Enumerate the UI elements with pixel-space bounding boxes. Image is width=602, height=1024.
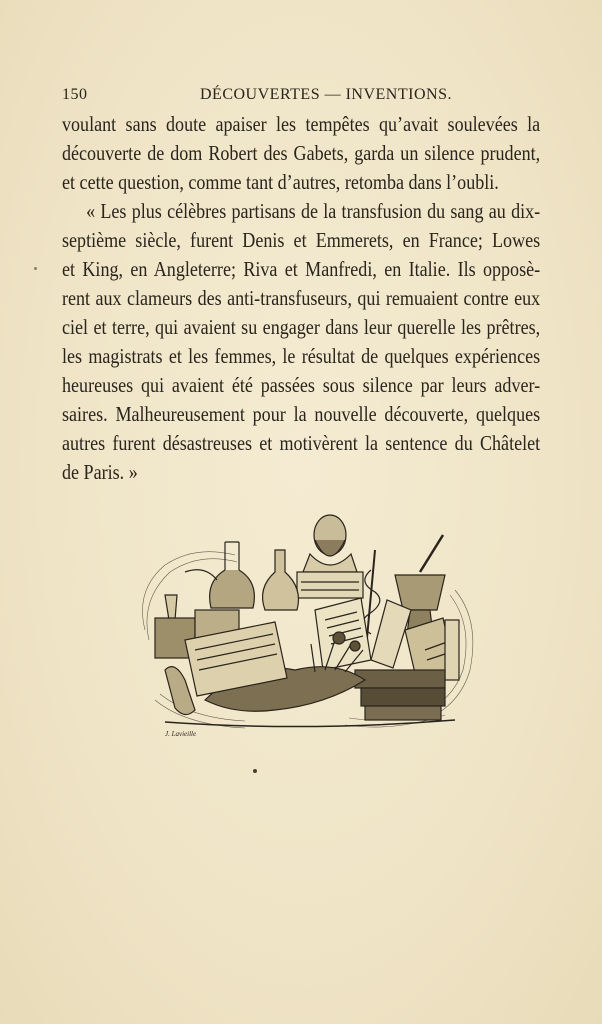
text-line: voulant sans doute apaiser les tempêtes qu’avait soulevées la — [62, 112, 541, 136]
ink-speck — [253, 769, 257, 773]
text-line: et King, en Angleterre; Riva et Manfredi, en Italie. Ils opposè- — [62, 257, 541, 281]
text-line: heureuses qui avaient été passées sous silence par leurs adver- — [62, 373, 541, 397]
open-book-icon — [315, 598, 411, 670]
text-line: de Paris. » — [62, 460, 138, 484]
ground-line — [165, 720, 455, 727]
text-line: septième siècle, furent Denis et Emmerets, en France; Lowes — [62, 228, 541, 252]
text-line: ciel et terre, qui avaient su engager dans leur querelle les prêtres, — [62, 315, 541, 339]
page-number: 150 — [62, 86, 88, 103]
body-text — [62, 110, 541, 487]
engraved-vignette — [125, 510, 485, 740]
bust-icon — [297, 515, 363, 598]
text-line: rent aux clameurs des anti-transfuseurs, qui remuaient contre eux — [62, 286, 541, 310]
ink-speck — [34, 267, 37, 270]
text-line: « Les plus célèbres partisans de la transfusion du sang au dix- — [86, 199, 541, 223]
text-line: saires. Malheureusement pour la nouvelle découverte, quelques — [62, 402, 541, 426]
text-line: et cette question, comme tant d’autres, retomba dans l’oubli. — [62, 170, 499, 194]
text-line: les magistrats et les femmes, le résultat de quelques expériences — [62, 344, 541, 368]
text-line: découverte de dom Robert des Gabets, garda un silence prudent, — [62, 141, 541, 165]
engraver-signature: J. Lavieille — [165, 730, 197, 738]
running-head: DÉCOUVERTES — INVENTIONS. — [200, 86, 452, 103]
stacked-books-icon — [355, 670, 445, 720]
text-line: autres furent désastreuses et motivèrent la sentence du Châtelet — [62, 431, 541, 455]
page-header — [62, 86, 540, 108]
